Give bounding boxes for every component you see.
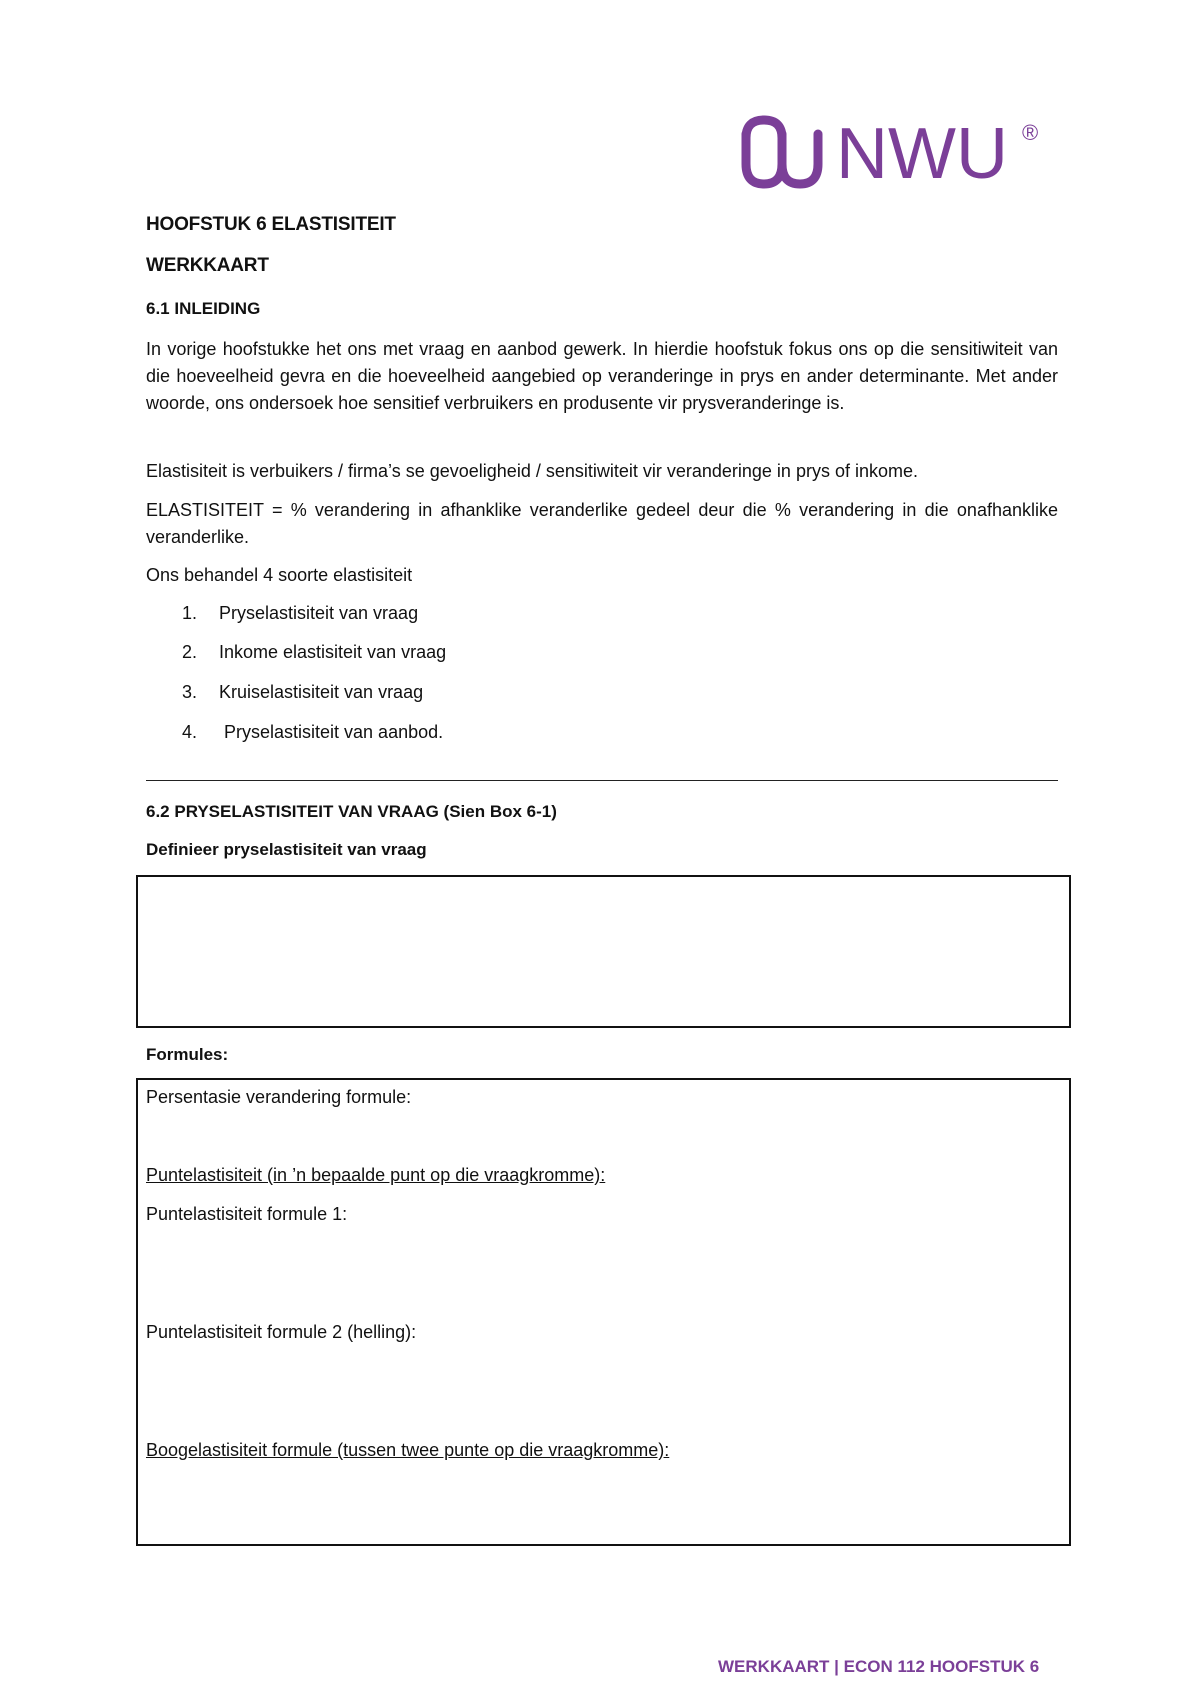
formulas-label: Formules: xyxy=(146,1045,229,1064)
logo-text: NWU xyxy=(836,114,1008,192)
point-elasticity-heading: Puntelastisiteit (in ’n bepaalde punt op die vraagkromme): xyxy=(146,1165,606,1185)
list-text: Pryselastisiteit van aanbod. xyxy=(219,722,444,742)
definition-answer-box[interactable] xyxy=(136,875,1071,1028)
worksheet-title: WERKKAART xyxy=(146,255,269,276)
elasticity-definition: Elastisiteit is verbuikers / firma’s se gevoeligheid / sensitiwiteit vir veranderinge in prys of inkome. xyxy=(146,461,918,481)
formulas-answer-box[interactable] xyxy=(136,1078,1071,1546)
section-6-1-title: 6.1 INLEIDING xyxy=(146,299,261,318)
list-number: 3. xyxy=(182,682,198,702)
define-label: Definieer pryselastisiteit van vraag xyxy=(146,840,427,859)
elasticity-formula-text: ELASTISITEIT = % verandering in afhanklike veranderlike gedeel deur die % verandering in die onafhanklike veranderlike. xyxy=(146,500,1058,547)
list-text: Pryselastisiteit van vraag xyxy=(219,603,419,623)
section-6-2-title: 6.2 PRYSELASTISITEIT VAN VRAAG (Sien Box 6-1) xyxy=(146,802,557,821)
list-text: Kruiselastisiteit van vraag xyxy=(219,682,424,702)
point-elasticity-formula-1-label: Puntelastisiteit formule 1: xyxy=(146,1204,348,1224)
intro-paragraph: In vorige hoofstukke het ons met vraag en aanbod gewerk. In hierdie hoofstuk fokus ons op die sensitiwiteit van die hoeveelheid gevra en die hoeveelheid aangebied op veranderinge in prys en ander determinante. Met ander woorde, ons ondersoek hoe sensitief verbruikers en produsente vir prysveranderinge is. xyxy=(146,339,1058,413)
percentage-change-formula-label: Persentasie verandering formule: xyxy=(146,1087,412,1107)
point-elasticity-formula-2-label: Puntelastisiteit formule 2 (helling): xyxy=(146,1322,417,1342)
nwu-logo-mark-icon xyxy=(738,112,1048,192)
section-divider xyxy=(146,780,1058,781)
list-number: 2. xyxy=(182,642,198,662)
chapter-title: HOOFSTUK 6 ELASTISITEIT xyxy=(146,214,396,235)
list-number: 1. xyxy=(182,603,198,623)
arc-elasticity-formula-label: Boogelastisiteit formule (tussen twee punte op die vraagkromme): xyxy=(146,1440,670,1460)
list-number: 4. xyxy=(182,722,198,742)
page-footer: WERKKAART | ECON 112 HOOFSTUK 6 xyxy=(718,1657,1040,1676)
registered-mark: ® xyxy=(1022,120,1039,145)
list-text: Inkome elastisiteit van vraag xyxy=(219,642,447,662)
types-intro: Ons behandel 4 soorte elastisiteit xyxy=(146,565,413,585)
nwu-logo xyxy=(738,112,1048,192)
